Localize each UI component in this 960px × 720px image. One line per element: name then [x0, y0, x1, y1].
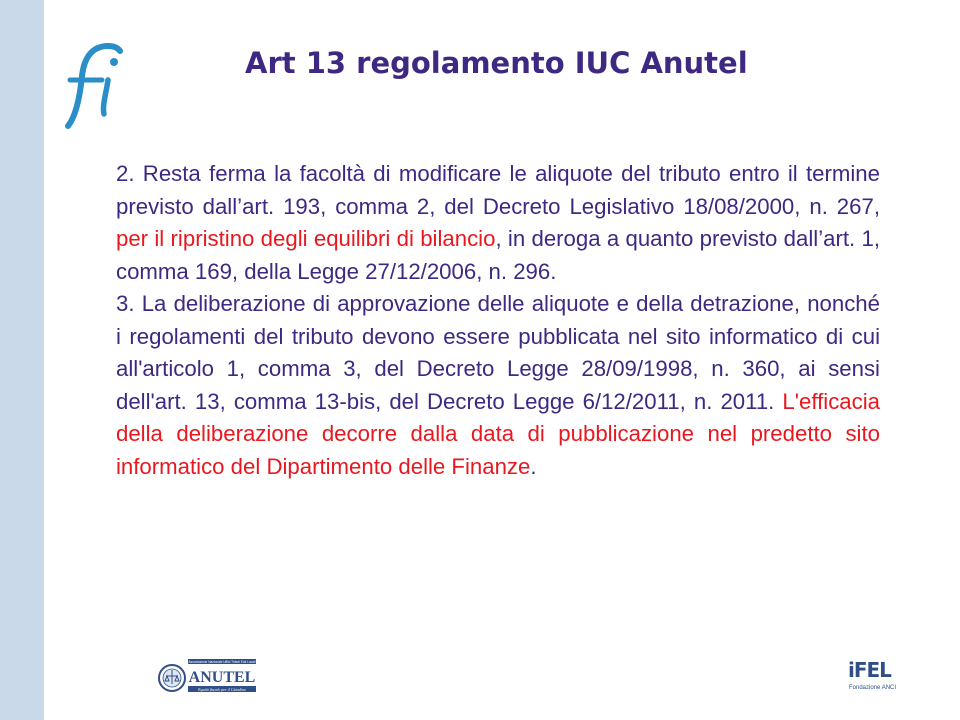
paragraph-3-text-a: 3. La deliberazione di approvazione delle aliquote e della detrazione, nonché i regolamenti del tributo devono essere pubblicata nel sito informatico di cui all'articolo 1, comma 3, del Decreto Legge 28/09/1998, n. 360, ai sensi dell'art. 13, comma 13-bis, del Decreto Legge 6/12/2011, n. 2011.	[116, 291, 880, 414]
ifel-logo	[848, 658, 897, 700]
side-band	[0, 0, 44, 720]
body-text	[116, 158, 880, 483]
ifel-subtitle: Fondazione ANCI	[849, 685, 897, 691]
paragraph-3-text-b: .	[530, 453, 537, 479]
paragraph-2-text-a: 2. Resta ferma la facoltà di modificare le aliquote del tributo entro il termine previsto dall’art. 193, comma 2, del Decreto Legislativo 18/08/2000, n. 267,	[116, 161, 880, 219]
anutel-top-text: Associazione Nazionale Uffici Tributi Enti Locali	[188, 660, 256, 664]
slide-title: Art 13 regolamento IUC Anutel	[245, 46, 748, 80]
paragraph-3-highlight: L'efficacia della deliberazione decorre dalla data di pubblicazione nel predetto sito informatico del Dipartimento delle Finanze	[116, 388, 880, 479]
fi-logo	[58, 40, 128, 132]
paragraph-2	[116, 158, 880, 288]
anutel-name: ANUTEL	[188, 669, 256, 686]
anutel-motto: Equità fiscale per il Cittadino	[198, 687, 246, 692]
anutel-logo	[156, 656, 258, 696]
paragraph-2-text-b: , in deroga a quanto previsto dall’art. 1, comma 169, della Legge 27/12/2006, n. 296.	[116, 226, 880, 284]
paragraph-3	[116, 288, 880, 483]
ifel-name: iFEL	[848, 658, 891, 682]
paragraph-2-highlight: per il ripristino degli equilibri di bilancio	[116, 226, 496, 251]
